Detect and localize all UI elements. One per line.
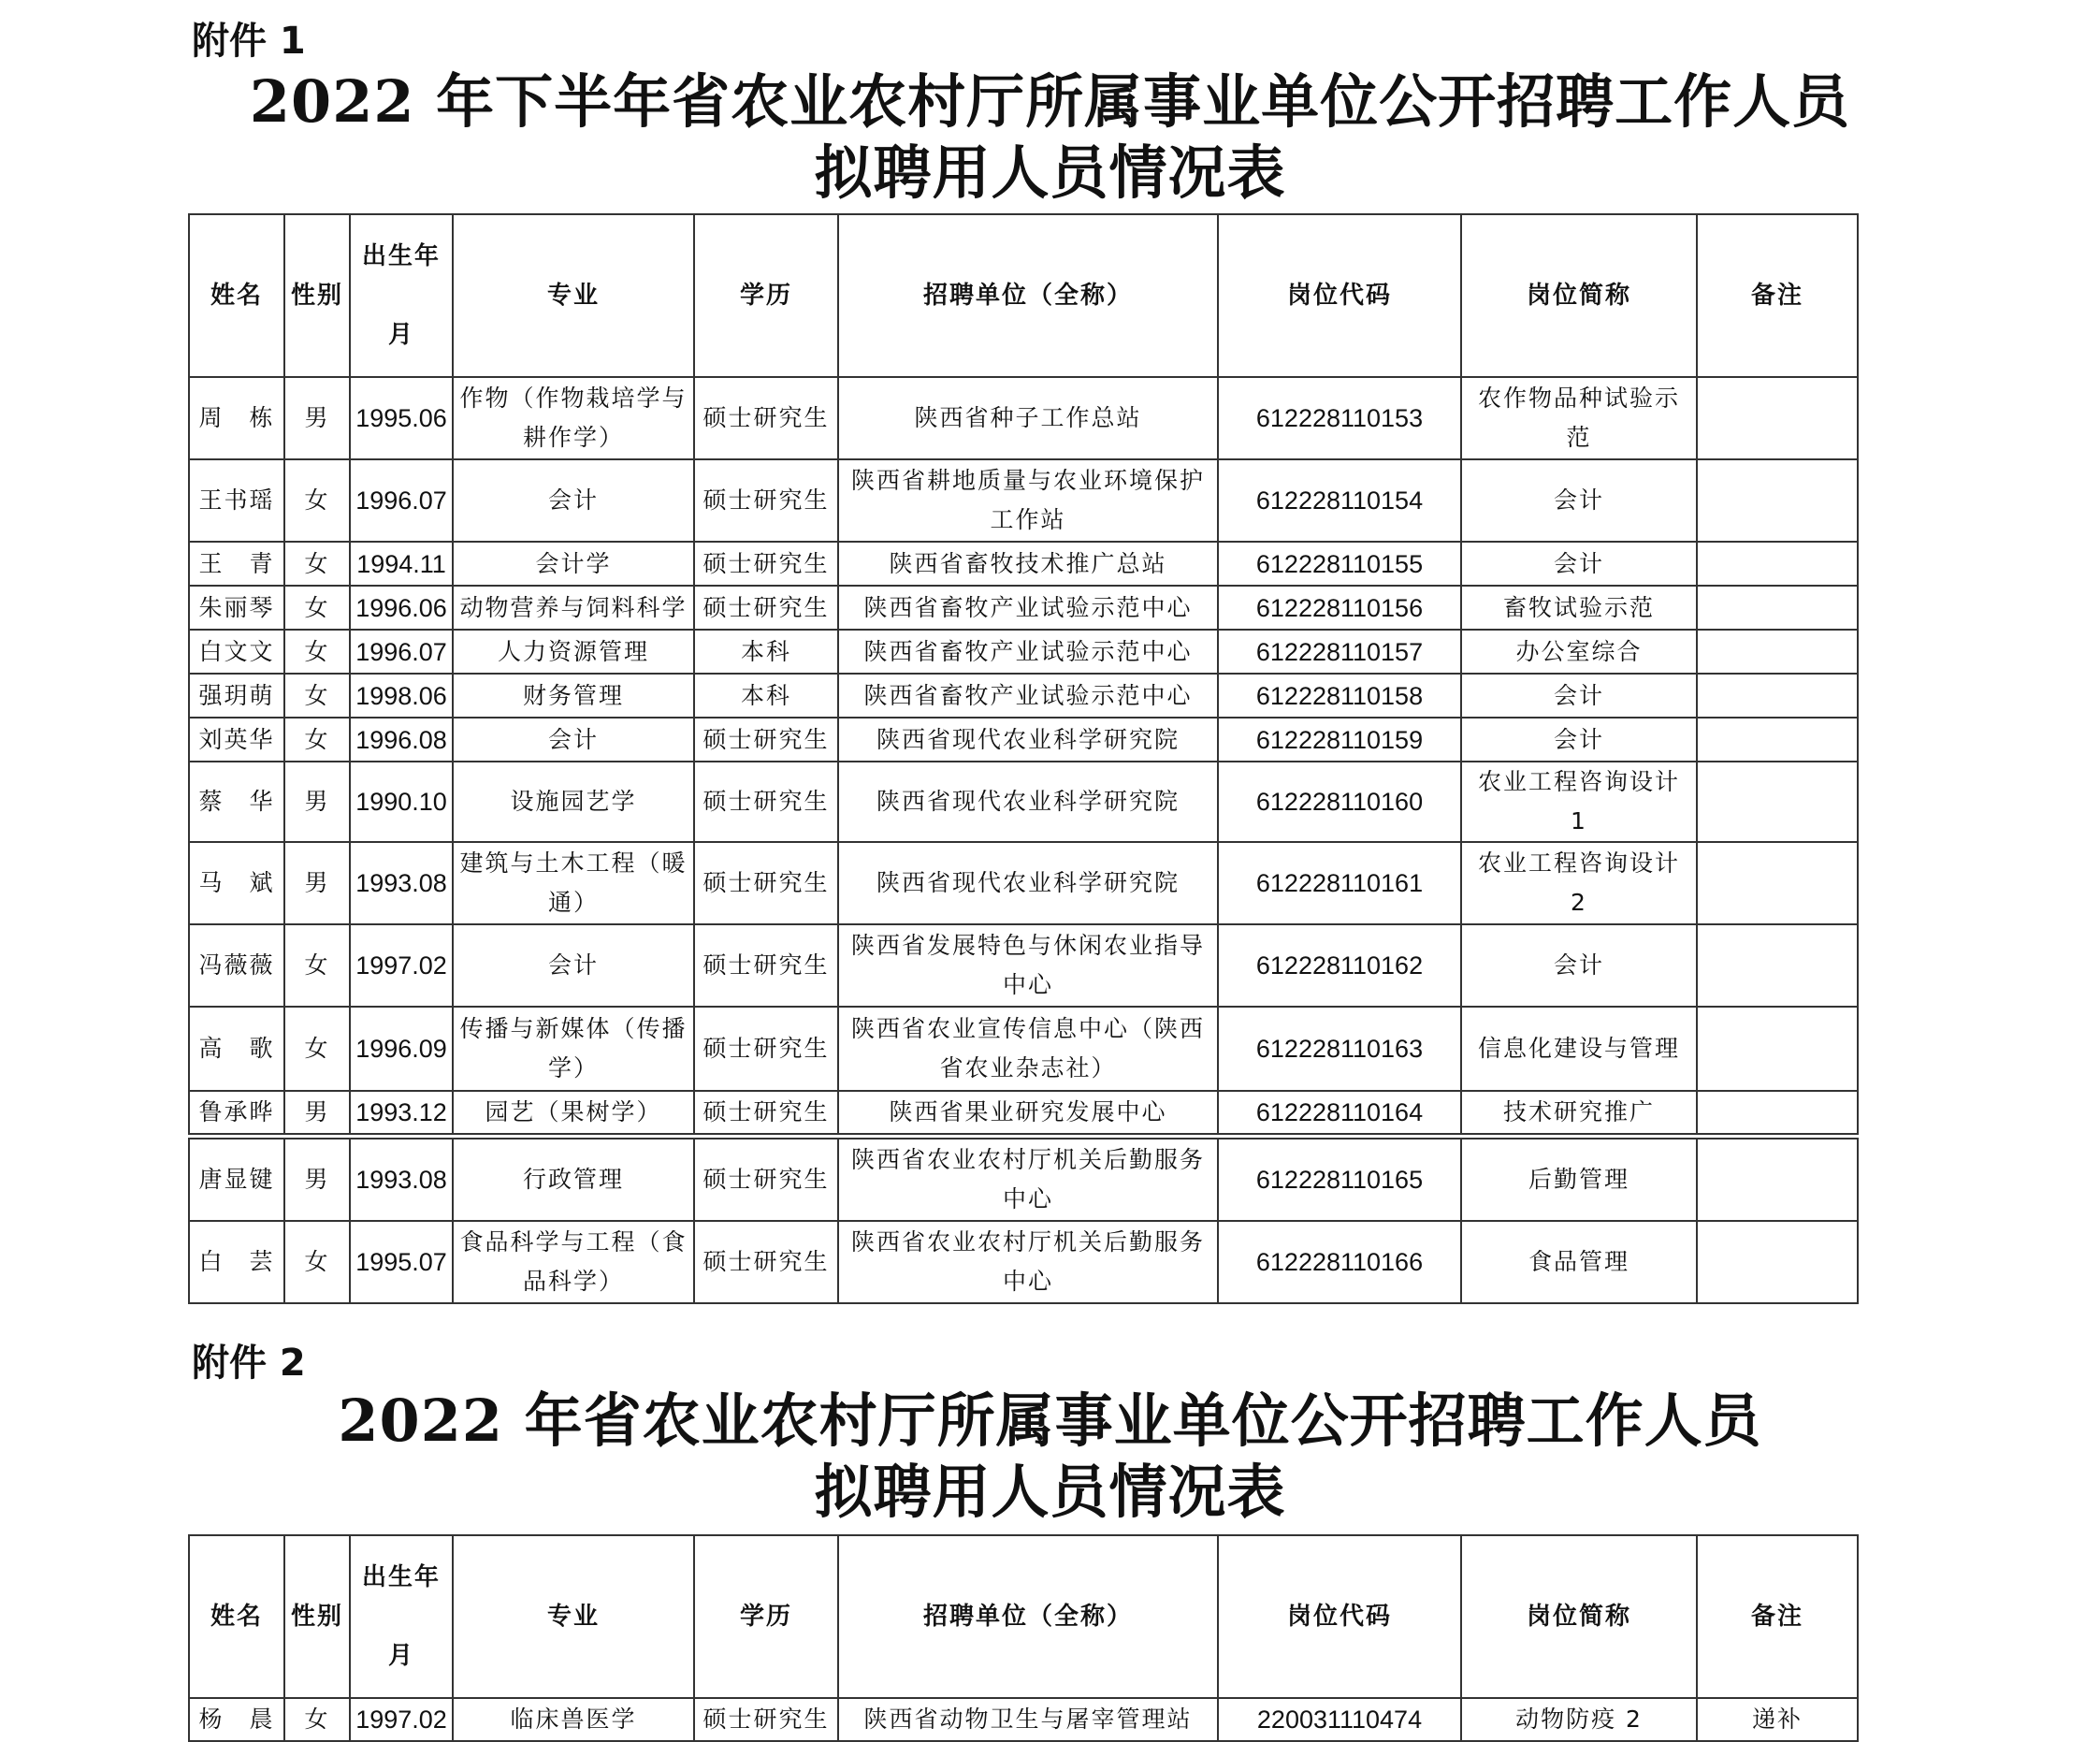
cell-remark	[1697, 674, 1858, 718]
table-row	[189, 542, 1858, 586]
cell-degree: 硕士研究生	[694, 924, 838, 1007]
attachment-2-title-line1: 2022 年省农业农村厅所属事业单位公开招聘工作人员	[338, 1386, 1762, 1455]
cell-degree: 硕士研究生	[694, 718, 838, 762]
cell-post: 农作物品种试验示范	[1461, 377, 1697, 459]
cell-code: 612228110158	[1218, 674, 1461, 718]
cell-code: 612228110166	[1218, 1221, 1461, 1303]
cell-birth: 1996.09	[350, 1007, 453, 1091]
header-major: 专业	[453, 1535, 694, 1698]
cell-degree: 本科	[694, 674, 838, 718]
cell-code: 612228110155	[1218, 542, 1461, 586]
header-code: 岗位代码	[1218, 214, 1461, 377]
cell-birth: 1996.07	[350, 459, 453, 542]
cell-name: 白 芸	[189, 1221, 284, 1303]
cell-post: 食品管理	[1461, 1221, 1697, 1303]
cell-degree: 硕士研究生	[694, 842, 838, 924]
cell-gender: 女	[284, 674, 350, 718]
cell-birth: 1993.12	[350, 1091, 453, 1134]
cell-major: 会计学	[453, 542, 694, 586]
cell-birth: 1996.07	[350, 630, 453, 674]
cell-gender: 男	[284, 377, 350, 459]
cell-degree: 硕士研究生	[694, 1007, 838, 1091]
cell-name: 强玥萌	[189, 674, 284, 718]
table-row	[189, 1139, 1858, 1221]
cell-code: 612228110161	[1218, 842, 1461, 924]
cell-code: 612228110163	[1218, 1007, 1461, 1091]
cell-code: 612228110153	[1218, 377, 1461, 459]
cell-remark	[1697, 586, 1858, 630]
cell-unit: 陕西省发展特色与休闲农业指导中心	[838, 924, 1218, 1007]
cell-name: 朱丽琴	[189, 586, 284, 630]
cell-remark	[1697, 1139, 1858, 1221]
cell-birth: 1996.06	[350, 586, 453, 630]
cell-remark	[1697, 924, 1858, 1007]
cell-major: 临床兽医学	[453, 1698, 694, 1741]
cell-remark	[1697, 762, 1858, 842]
cell-major: 会计	[453, 718, 694, 762]
cell-unit: 陕西省农业宣传信息中心（陕西省农业杂志社）	[838, 1007, 1218, 1091]
cell-major: 人力资源管理	[453, 630, 694, 674]
cell-unit: 陕西省现代农业科学研究院	[838, 842, 1218, 924]
cell-major: 会计	[453, 924, 694, 1007]
cell-gender: 女	[284, 459, 350, 542]
cell-degree: 硕士研究生	[694, 459, 838, 542]
cell-name: 唐显键	[189, 1139, 284, 1221]
cell-birth: 1993.08	[350, 1139, 453, 1221]
cell-unit: 陕西省现代农业科学研究院	[838, 718, 1218, 762]
cell-post: 农业工程咨询设计 1	[1461, 762, 1697, 842]
cell-major: 会计	[453, 459, 694, 542]
table-row	[189, 586, 1858, 630]
cell-post: 动物防疫 2	[1461, 1698, 1697, 1741]
attachment-2-table	[188, 1534, 1859, 1742]
cell-unit: 陕西省畜牧技术推广总站	[838, 542, 1218, 586]
cell-degree: 硕士研究生	[694, 1221, 838, 1303]
table-row	[189, 674, 1858, 718]
attachment-2-label: 附件 2	[192, 1342, 306, 1385]
attachment-1-title-line1: 2022 年下半年省农业农村厅所属事业单位公开招聘工作人员	[249, 67, 1851, 136]
cell-unit: 陕西省农业农村厅机关后勤服务中心	[838, 1139, 1218, 1221]
table-row	[189, 762, 1858, 842]
cell-code: 612228110165	[1218, 1139, 1461, 1221]
cell-major: 园艺（果树学）	[453, 1091, 694, 1134]
table-row	[189, 718, 1858, 762]
cell-remark	[1697, 1221, 1858, 1303]
cell-unit: 陕西省果业研究发展中心	[838, 1091, 1218, 1134]
cell-birth: 1995.06	[350, 377, 453, 459]
cell-gender: 男	[284, 1139, 350, 1221]
cell-gender: 女	[284, 924, 350, 1007]
attachment-1-title-line2: 拟聘用人员情况表	[814, 138, 1286, 207]
cell-unit: 陕西省畜牧产业试验示范中心	[838, 674, 1218, 718]
cell-birth: 1997.02	[350, 924, 453, 1007]
attachment-1-table	[188, 213, 1859, 1135]
cell-name: 高 歌	[189, 1007, 284, 1091]
header-birth: 出生年月	[350, 1535, 453, 1698]
cell-remark	[1697, 1091, 1858, 1134]
cell-degree: 硕士研究生	[694, 1139, 838, 1221]
table-row	[189, 1007, 1858, 1091]
cell-gender: 女	[284, 718, 350, 762]
table-row	[189, 377, 1858, 459]
cell-code: 612228110156	[1218, 586, 1461, 630]
cell-post: 会计	[1461, 459, 1697, 542]
header-degree: 学历	[694, 1535, 838, 1698]
header-gender: 性别	[284, 214, 350, 377]
cell-degree: 本科	[694, 630, 838, 674]
cell-birth: 1993.08	[350, 842, 453, 924]
cell-name: 周 栋	[189, 377, 284, 459]
header-row	[189, 1535, 1858, 1698]
cell-gender: 男	[284, 842, 350, 924]
header-birth: 出生年月	[350, 214, 453, 377]
cell-gender: 男	[284, 1091, 350, 1134]
cell-birth: 1990.10	[350, 762, 453, 842]
cell-birth: 1996.08	[350, 718, 453, 762]
cell-name: 马 斌	[189, 842, 284, 924]
cell-post: 会计	[1461, 924, 1697, 1007]
cell-remark	[1697, 542, 1858, 586]
cell-unit: 陕西省农业农村厅机关后勤服务中心	[838, 1221, 1218, 1303]
cell-post: 后勤管理	[1461, 1139, 1697, 1221]
cell-degree: 硕士研究生	[694, 762, 838, 842]
header-gender: 性别	[284, 1535, 350, 1698]
table-row	[189, 459, 1858, 542]
cell-gender: 女	[284, 542, 350, 586]
cell-code: 612228110154	[1218, 459, 1461, 542]
cell-remark: 递补	[1697, 1698, 1858, 1741]
cell-post: 信息化建设与管理	[1461, 1007, 1697, 1091]
cell-post: 会计	[1461, 674, 1697, 718]
cell-gender: 女	[284, 1221, 350, 1303]
cell-birth: 1998.06	[350, 674, 453, 718]
cell-gender: 女	[284, 1698, 350, 1741]
cell-birth: 1995.07	[350, 1221, 453, 1303]
cell-degree: 硕士研究生	[694, 586, 838, 630]
header-row	[189, 214, 1858, 377]
header-post: 岗位简称	[1461, 1535, 1697, 1698]
table-row	[189, 842, 1858, 924]
cell-name: 白文文	[189, 630, 284, 674]
header-unit: 招聘单位（全称）	[838, 1535, 1218, 1698]
cell-degree: 硕士研究生	[694, 1091, 838, 1134]
cell-post: 会计	[1461, 542, 1697, 586]
attachment-1-table-continued	[188, 1138, 1859, 1304]
cell-gender: 女	[284, 586, 350, 630]
cell-degree: 硕士研究生	[694, 542, 838, 586]
header-name: 姓名	[189, 214, 284, 377]
cell-name: 王 青	[189, 542, 284, 586]
cell-name: 蔡 华	[189, 762, 284, 842]
attachment-2-title-line2: 拟聘用人员情况表	[814, 1458, 1286, 1526]
cell-code: 612228110164	[1218, 1091, 1461, 1134]
cell-code: 612228110157	[1218, 630, 1461, 674]
cell-major: 建筑与土木工程（暖通）	[453, 842, 694, 924]
cell-unit: 陕西省现代农业科学研究院	[838, 762, 1218, 842]
cell-major: 食品科学与工程（食品科学）	[453, 1221, 694, 1303]
cell-gender: 男	[284, 762, 350, 842]
cell-name: 杨 晨	[189, 1698, 284, 1741]
header-unit: 招聘单位（全称）	[838, 214, 1218, 377]
cell-major: 传播与新媒体（传播学）	[453, 1007, 694, 1091]
cell-remark	[1697, 377, 1858, 459]
cell-gender: 女	[284, 630, 350, 674]
cell-name: 冯薇薇	[189, 924, 284, 1007]
cell-post: 畜牧试验示范	[1461, 586, 1697, 630]
cell-birth: 1997.02	[350, 1698, 453, 1741]
cell-code: 612228110159	[1218, 718, 1461, 762]
cell-code: 220031110474	[1218, 1698, 1461, 1741]
table-row	[189, 1698, 1858, 1741]
cell-unit: 陕西省种子工作总站	[838, 377, 1218, 459]
table-row	[189, 924, 1858, 1007]
cell-major: 动物营养与饲料科学	[453, 586, 694, 630]
cell-name: 鲁承晔	[189, 1091, 284, 1134]
cell-major: 作物（作物栽培学与耕作学）	[453, 377, 694, 459]
cell-post: 会计	[1461, 718, 1697, 762]
header-name: 姓名	[189, 1535, 284, 1698]
cell-remark	[1697, 459, 1858, 542]
cell-remark	[1697, 842, 1858, 924]
cell-unit: 陕西省动物卫生与屠宰管理站	[838, 1698, 1218, 1741]
table-row	[189, 630, 1858, 674]
cell-gender: 女	[284, 1007, 350, 1091]
header-remark: 备注	[1697, 214, 1858, 377]
cell-remark	[1697, 1007, 1858, 1091]
header-major: 专业	[453, 214, 694, 377]
cell-code: 612228110160	[1218, 762, 1461, 842]
cell-remark	[1697, 630, 1858, 674]
cell-major: 财务管理	[453, 674, 694, 718]
header-remark: 备注	[1697, 1535, 1858, 1698]
cell-post: 技术研究推广	[1461, 1091, 1697, 1134]
table-row	[189, 1221, 1858, 1303]
attachment-1-label: 附件 1	[192, 20, 306, 63]
cell-unit: 陕西省畜牧产业试验示范中心	[838, 586, 1218, 630]
header-post: 岗位简称	[1461, 214, 1697, 377]
cell-major: 行政管理	[453, 1139, 694, 1221]
cell-major: 设施园艺学	[453, 762, 694, 842]
cell-birth: 1994.11	[350, 542, 453, 586]
cell-degree: 硕士研究生	[694, 1698, 838, 1741]
header-code: 岗位代码	[1218, 1535, 1461, 1698]
cell-post: 办公室综合	[1461, 630, 1697, 674]
cell-post: 农业工程咨询设计 2	[1461, 842, 1697, 924]
cell-remark	[1697, 718, 1858, 762]
header-degree: 学历	[694, 214, 838, 377]
cell-name: 王书瑶	[189, 459, 284, 542]
cell-code: 612228110162	[1218, 924, 1461, 1007]
cell-degree: 硕士研究生	[694, 377, 838, 459]
table-row	[189, 1091, 1858, 1134]
cell-name: 刘英华	[189, 718, 284, 762]
cell-unit: 陕西省畜牧产业试验示范中心	[838, 630, 1218, 674]
cell-unit: 陕西省耕地质量与农业环境保护工作站	[838, 459, 1218, 542]
